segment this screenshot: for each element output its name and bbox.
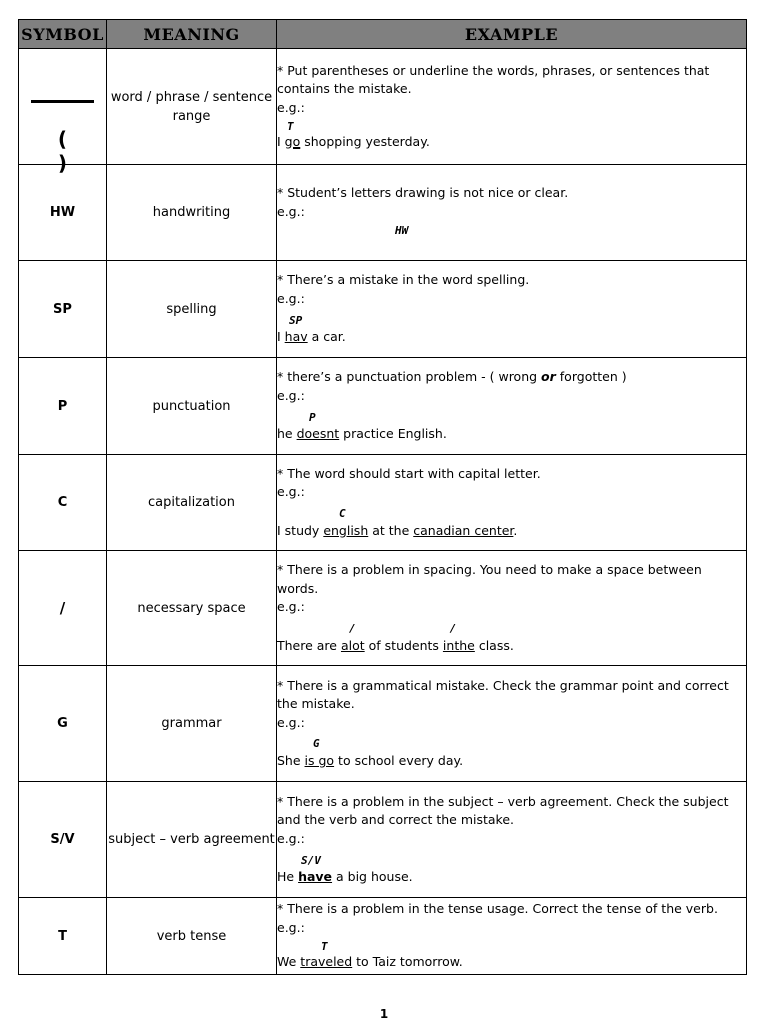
example-sentence: He have a big house. (277, 869, 413, 884)
meaning-cell: verb tense (107, 898, 277, 975)
meaning-column-header: MEANING (107, 20, 277, 49)
correction-mark: HW (395, 224, 409, 238)
correction-mark: / (449, 621, 457, 635)
example-cell (277, 455, 747, 551)
meaning-cell: grammar (107, 666, 277, 782)
meaning-cell: capitalization (107, 455, 277, 551)
example-cell (277, 358, 747, 455)
parentheses-symbol: ( ) (57, 126, 104, 175)
example-description: * there’s a punctuation problem - ( wrong or forgotten ) (277, 369, 627, 385)
correction-mark: SP (289, 314, 303, 328)
symbol-column-header: SYMBOL (19, 20, 107, 49)
correction-mark: T (321, 940, 328, 954)
eg-label: e.g.: (277, 290, 305, 306)
table-row-spelling (19, 261, 747, 358)
example-cell (277, 782, 747, 898)
example-description: * There is a problem in the tense usage. Correct the tense of the verb. (277, 901, 718, 917)
correction-mark: / (349, 621, 356, 635)
meaning-cell: word / phrase / sentence range (107, 49, 277, 165)
symbol-cell: / (19, 551, 107, 666)
correction-mark: C (339, 506, 346, 520)
meaning-cell: handwriting (107, 165, 277, 261)
example-description: * There is a problem in the subject – verb agreement. Check the subject and the verb and correct the mistake. (277, 793, 729, 827)
table-row-capitalization (19, 455, 747, 551)
table-row-handwriting (19, 165, 747, 261)
correction-mark: G (313, 737, 320, 750)
example-cell (277, 165, 747, 261)
meaning-cell: subject – verb agreement (107, 782, 277, 898)
range-symbol (19, 62, 106, 175)
example-description: * The word should start with capital letter. (277, 465, 541, 481)
eg-label: e.g.: (277, 830, 305, 846)
table-row-grammar (19, 666, 747, 782)
symbol-cell: G (19, 666, 107, 782)
example-sentence: There are alot of students inthe class. (277, 637, 514, 653)
table-row-punctuation (19, 358, 747, 455)
eg-label: e.g.: (277, 919, 305, 935)
example-description: * There’s a mistake in the word spelling. (277, 272, 530, 288)
correction-mark: T (287, 120, 294, 133)
correction-symbols-table (18, 19, 747, 975)
example-sentence: She is go to school every day. (277, 753, 464, 768)
table-row-subject-verb (19, 782, 747, 898)
correction-mark: S/V (301, 854, 321, 867)
table-row-range (19, 49, 747, 165)
example-description: * There is a problem in spacing. You need to make a space between words. (277, 562, 702, 596)
example-cell (277, 898, 747, 975)
page-number: 1 (379, 1007, 389, 1021)
meaning-cell: punctuation (107, 358, 277, 455)
eg-label: e.g.: (277, 203, 305, 219)
symbol-cell: T (19, 898, 107, 975)
symbol-cell: S/V (19, 782, 107, 898)
symbol-cell: SP (19, 261, 107, 358)
example-column-header: EXAMPLE (277, 20, 747, 49)
eg-label: e.g.: (277, 599, 305, 614)
correction-mark: P (309, 411, 316, 425)
example-cell (277, 666, 747, 782)
eg-label: e.g.: (277, 99, 305, 115)
eg-label: e.g.: (277, 387, 305, 403)
example-cell (277, 49, 747, 165)
example-sentence: he doesnt practice English. (277, 426, 447, 442)
underline-symbol (31, 100, 94, 103)
table-row-spacing (19, 551, 747, 666)
example-description: * Put parentheses or underline the words, phrases, or sentences that contains the mistake. (277, 62, 710, 96)
example-sentence: We traveled to Taiz tomorrow. (277, 954, 463, 970)
symbol-cell: HW (19, 165, 107, 261)
symbol-cell: P (19, 358, 107, 455)
symbol-cell: C (19, 455, 107, 551)
example-description: * Student’s letters drawing is not nice or clear. (277, 185, 569, 201)
symbol-cell (19, 49, 107, 175)
example-description: * There is a grammatical mistake. Check the grammar point and correct the mistake. (277, 677, 729, 711)
example-sentence: I study english at the canadian center. (277, 522, 518, 538)
example-sentence: I hav a car. (277, 329, 346, 345)
eg-label: e.g.: (277, 484, 305, 500)
example-cell (277, 261, 747, 358)
meaning-cell: spelling (107, 261, 277, 358)
example-sentence: I go shopping yesterday. (277, 134, 430, 149)
table-row-verb-tense (19, 898, 747, 975)
example-cell (277, 551, 747, 666)
eg-label: e.g.: (277, 714, 305, 730)
meaning-cell: necessary space (107, 551, 277, 666)
table-header-row (19, 20, 747, 49)
